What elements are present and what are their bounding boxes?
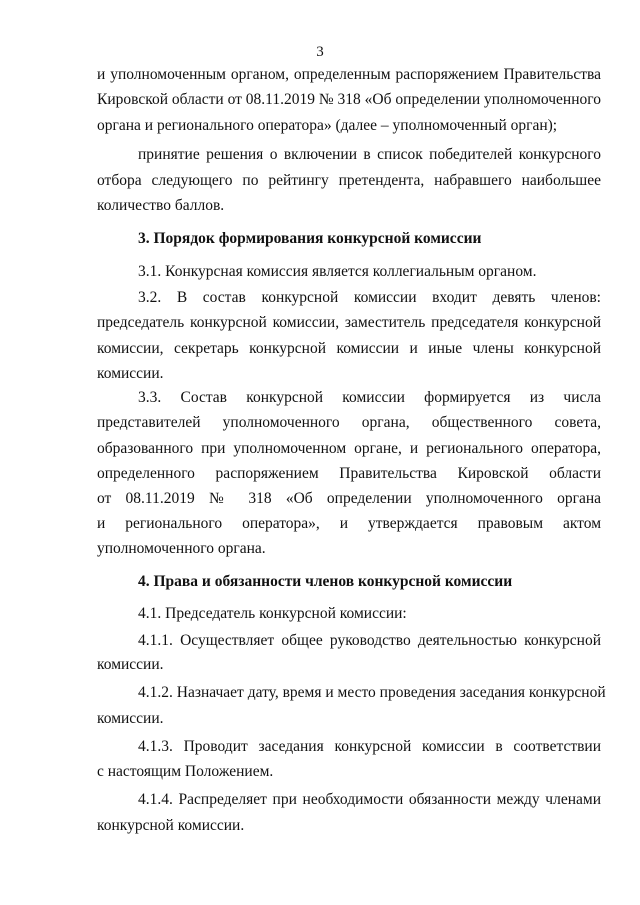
paragraph-first-line: 4.1. Председатель конкурсной комиссии: — [138, 605, 407, 622]
text-line: комиссии, секретарь конкурсной комиссии и иные члены конкурсной — [97, 340, 601, 357]
text-line: определенного распоряжением Правительства Кировской области — [97, 465, 601, 482]
text-line: органа и регионального оператора» (далее – уполномоченный орган); — [97, 117, 558, 134]
text-line: и регионального оператора», и утверждается правовым актом — [97, 515, 601, 532]
section-heading: 3. Порядок формирования конкурсной комиссии — [138, 230, 482, 247]
paragraph-first-line: 4.1.1. Осуществляет общее руководство деятельностью конкурсной — [138, 632, 601, 649]
paragraph-first-line: 3.3. Состав конкурсной комиссии формируется из числа — [138, 389, 601, 406]
text-line: комиссии. — [97, 656, 164, 673]
text-line: председатель конкурсной комиссии, заместитель председателя конкурсной — [97, 314, 601, 331]
paragraph-first-line: 4.1.3. Проводит заседания конкурсной комиссии в соответствии — [138, 738, 601, 755]
paragraph-first-line: 3.2. В состав конкурсной комиссии входит девять членов: — [138, 289, 601, 306]
paragraph-first-line: 4.1.2. Назначает дату, время и место проведения заседания конкурсной — [138, 684, 606, 701]
text-line: комиссии. — [97, 710, 164, 727]
text-line: конкурсной комиссии. — [97, 817, 245, 834]
section-heading: 4. Права и обязанности членов конкурсной комиссии — [138, 573, 513, 590]
text-line: комиссии. — [97, 365, 164, 382]
paragraph-first-line: 4.1.4. Распределяет при необходимости обязанности между членами — [138, 791, 601, 808]
text-line: уполномоченного органа. — [97, 540, 266, 557]
paragraph-first-line: 3.1. Конкурсная комиссия является коллегиальным органом. — [138, 263, 537, 280]
text-line: с настоящим Положением. — [97, 763, 274, 780]
page-number: 3 — [316, 44, 324, 60]
paragraph-first-line: принятие решения о включении в список победителей конкурсного — [138, 146, 601, 163]
text-line: от 08.11.2019 № 318 «Об определении уполномоченного органа — [97, 490, 601, 507]
text-line: и уполномоченным органом, определенным распоряжением Правительства — [97, 66, 601, 83]
text-line: количество баллов. — [97, 197, 225, 214]
text-line: Кировской области от 08.11.2019 № 318 «Об определении уполномоченного — [97, 91, 601, 108]
text-line: представителей уполномоченного органа, общественного совета, — [97, 414, 601, 431]
text-line: отбора следующего по рейтингу претендента, набравшего наибольшее — [97, 172, 601, 189]
text-line: образованного при уполномоченном органе, и регионального оператора, — [97, 440, 601, 457]
